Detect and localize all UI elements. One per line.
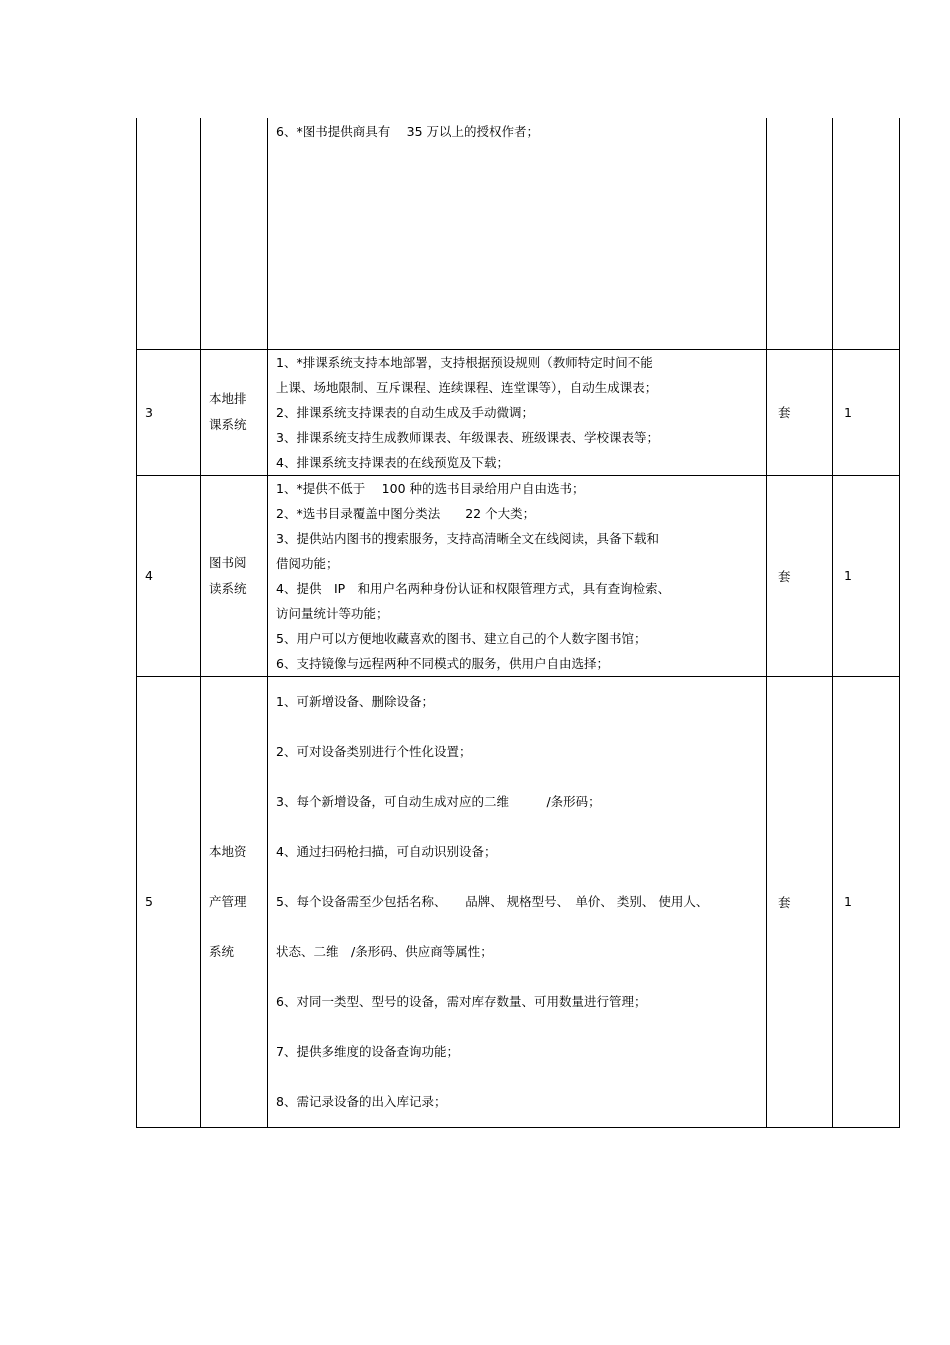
requirement-item: 2、*选书目录覆盖中图分类法 22 个大类；: [276, 505, 536, 521]
system-name-line: 产管理: [209, 893, 247, 909]
table-row: [137, 475, 900, 676]
quantity-cell: [833, 118, 900, 349]
row-number: 5: [137, 676, 201, 1127]
requirement-item: 1、*排课系统支持本地部署，支持根据预设规则（教师特定时间不能: [276, 354, 653, 370]
row-number: 4: [137, 475, 201, 676]
requirement-item: 5、每个设备需至少包括名称、 品牌、 规格型号、 单价、 类别、 使用人、: [276, 893, 709, 909]
requirement-item: 4、提供 IP 和用户名两种身份认证和权限管理方式，具有查询检索、: [276, 580, 671, 596]
quantity-cell: 1: [833, 676, 900, 1127]
system-name: [201, 118, 268, 349]
requirement-item: 2、可对设备类别进行个性化设置；: [276, 743, 472, 759]
requirement-item: 访问量统计等功能；: [276, 605, 389, 621]
requirement-list: [268, 118, 767, 349]
requirement-item: 1、*提供不低于 100 种的选书目录给用户自由选书；: [276, 480, 585, 496]
requirement-item: 6、对同一类型、型号的设备，需对库存数量、可用数量进行管理；: [276, 993, 647, 1009]
requirement-item: 5、用户可以方便地收藏喜欢的图书、建立自己的个人数字图书馆；: [276, 630, 647, 646]
requirement-item: 3、每个新增设备，可自动生成对应的二维 /条形码；: [276, 793, 601, 809]
unit-cell: 套: [767, 676, 833, 1127]
system-name: [201, 349, 268, 475]
system-name-line: 课系统: [209, 417, 247, 432]
requirement-item: 8、需记录设备的出入库记录；: [276, 1093, 447, 1109]
requirement-item: 状态、二维 /条形码、供应商等属性；: [276, 943, 493, 959]
table-row: [137, 676, 900, 1127]
requirement-item: 4、通过扫码枪扫描，可自动识别设备；: [276, 843, 497, 859]
requirement-item: 4、排课系统支持课表的在线预览及下载；: [276, 454, 509, 470]
requirement-list: [268, 349, 767, 475]
requirement-item: 1、可新增设备、删除设备；: [276, 693, 434, 709]
system-name-line: 本地排: [209, 391, 247, 406]
unit-cell: 套: [767, 349, 833, 475]
requirement-item: 6、支持镜像与远程两种不同模式的服务，供用户自由选择；: [276, 655, 609, 671]
row-number: [137, 118, 201, 349]
unit-cell: 套: [767, 475, 833, 676]
system-name-line: 读系统: [209, 580, 247, 596]
requirement-item: 3、提供站内图书的搜索服务，支持高清晰全文在线阅读，具备下载和: [276, 530, 659, 546]
quantity-cell: 1: [833, 475, 900, 676]
table-row: [137, 349, 900, 475]
row-number: 3: [137, 349, 201, 475]
system-name-line: 图书阅: [209, 554, 247, 570]
system-name-line: 本地资: [209, 843, 247, 859]
unit-cell: [767, 118, 833, 349]
requirement-list: [268, 475, 767, 676]
requirement-list: [268, 676, 767, 1127]
requirement-item: 3、排课系统支持生成教师课表、年级课表、班级课表、学校课表等；: [276, 429, 659, 445]
system-name-line: 系统: [209, 943, 235, 959]
system-name: [201, 676, 268, 1127]
requirement-item: 7、提供多维度的设备查询功能；: [276, 1043, 459, 1059]
requirement-item: 2、排课系统支持课表的自动生成及手动微调；: [276, 404, 534, 420]
system-name: [201, 475, 268, 676]
requirement-item: 借阅功能；: [276, 555, 339, 571]
table-row: [137, 118, 900, 349]
requirement-item: 6、*图书提供商具有 35 万以上的授权作者；: [276, 124, 540, 139]
spec-table: [136, 118, 900, 1128]
requirement-item: 上课、场地限制、互斥课程、连续课程、连堂课等），自动生成课表；: [276, 379, 658, 395]
quantity-cell: 1: [833, 349, 900, 475]
